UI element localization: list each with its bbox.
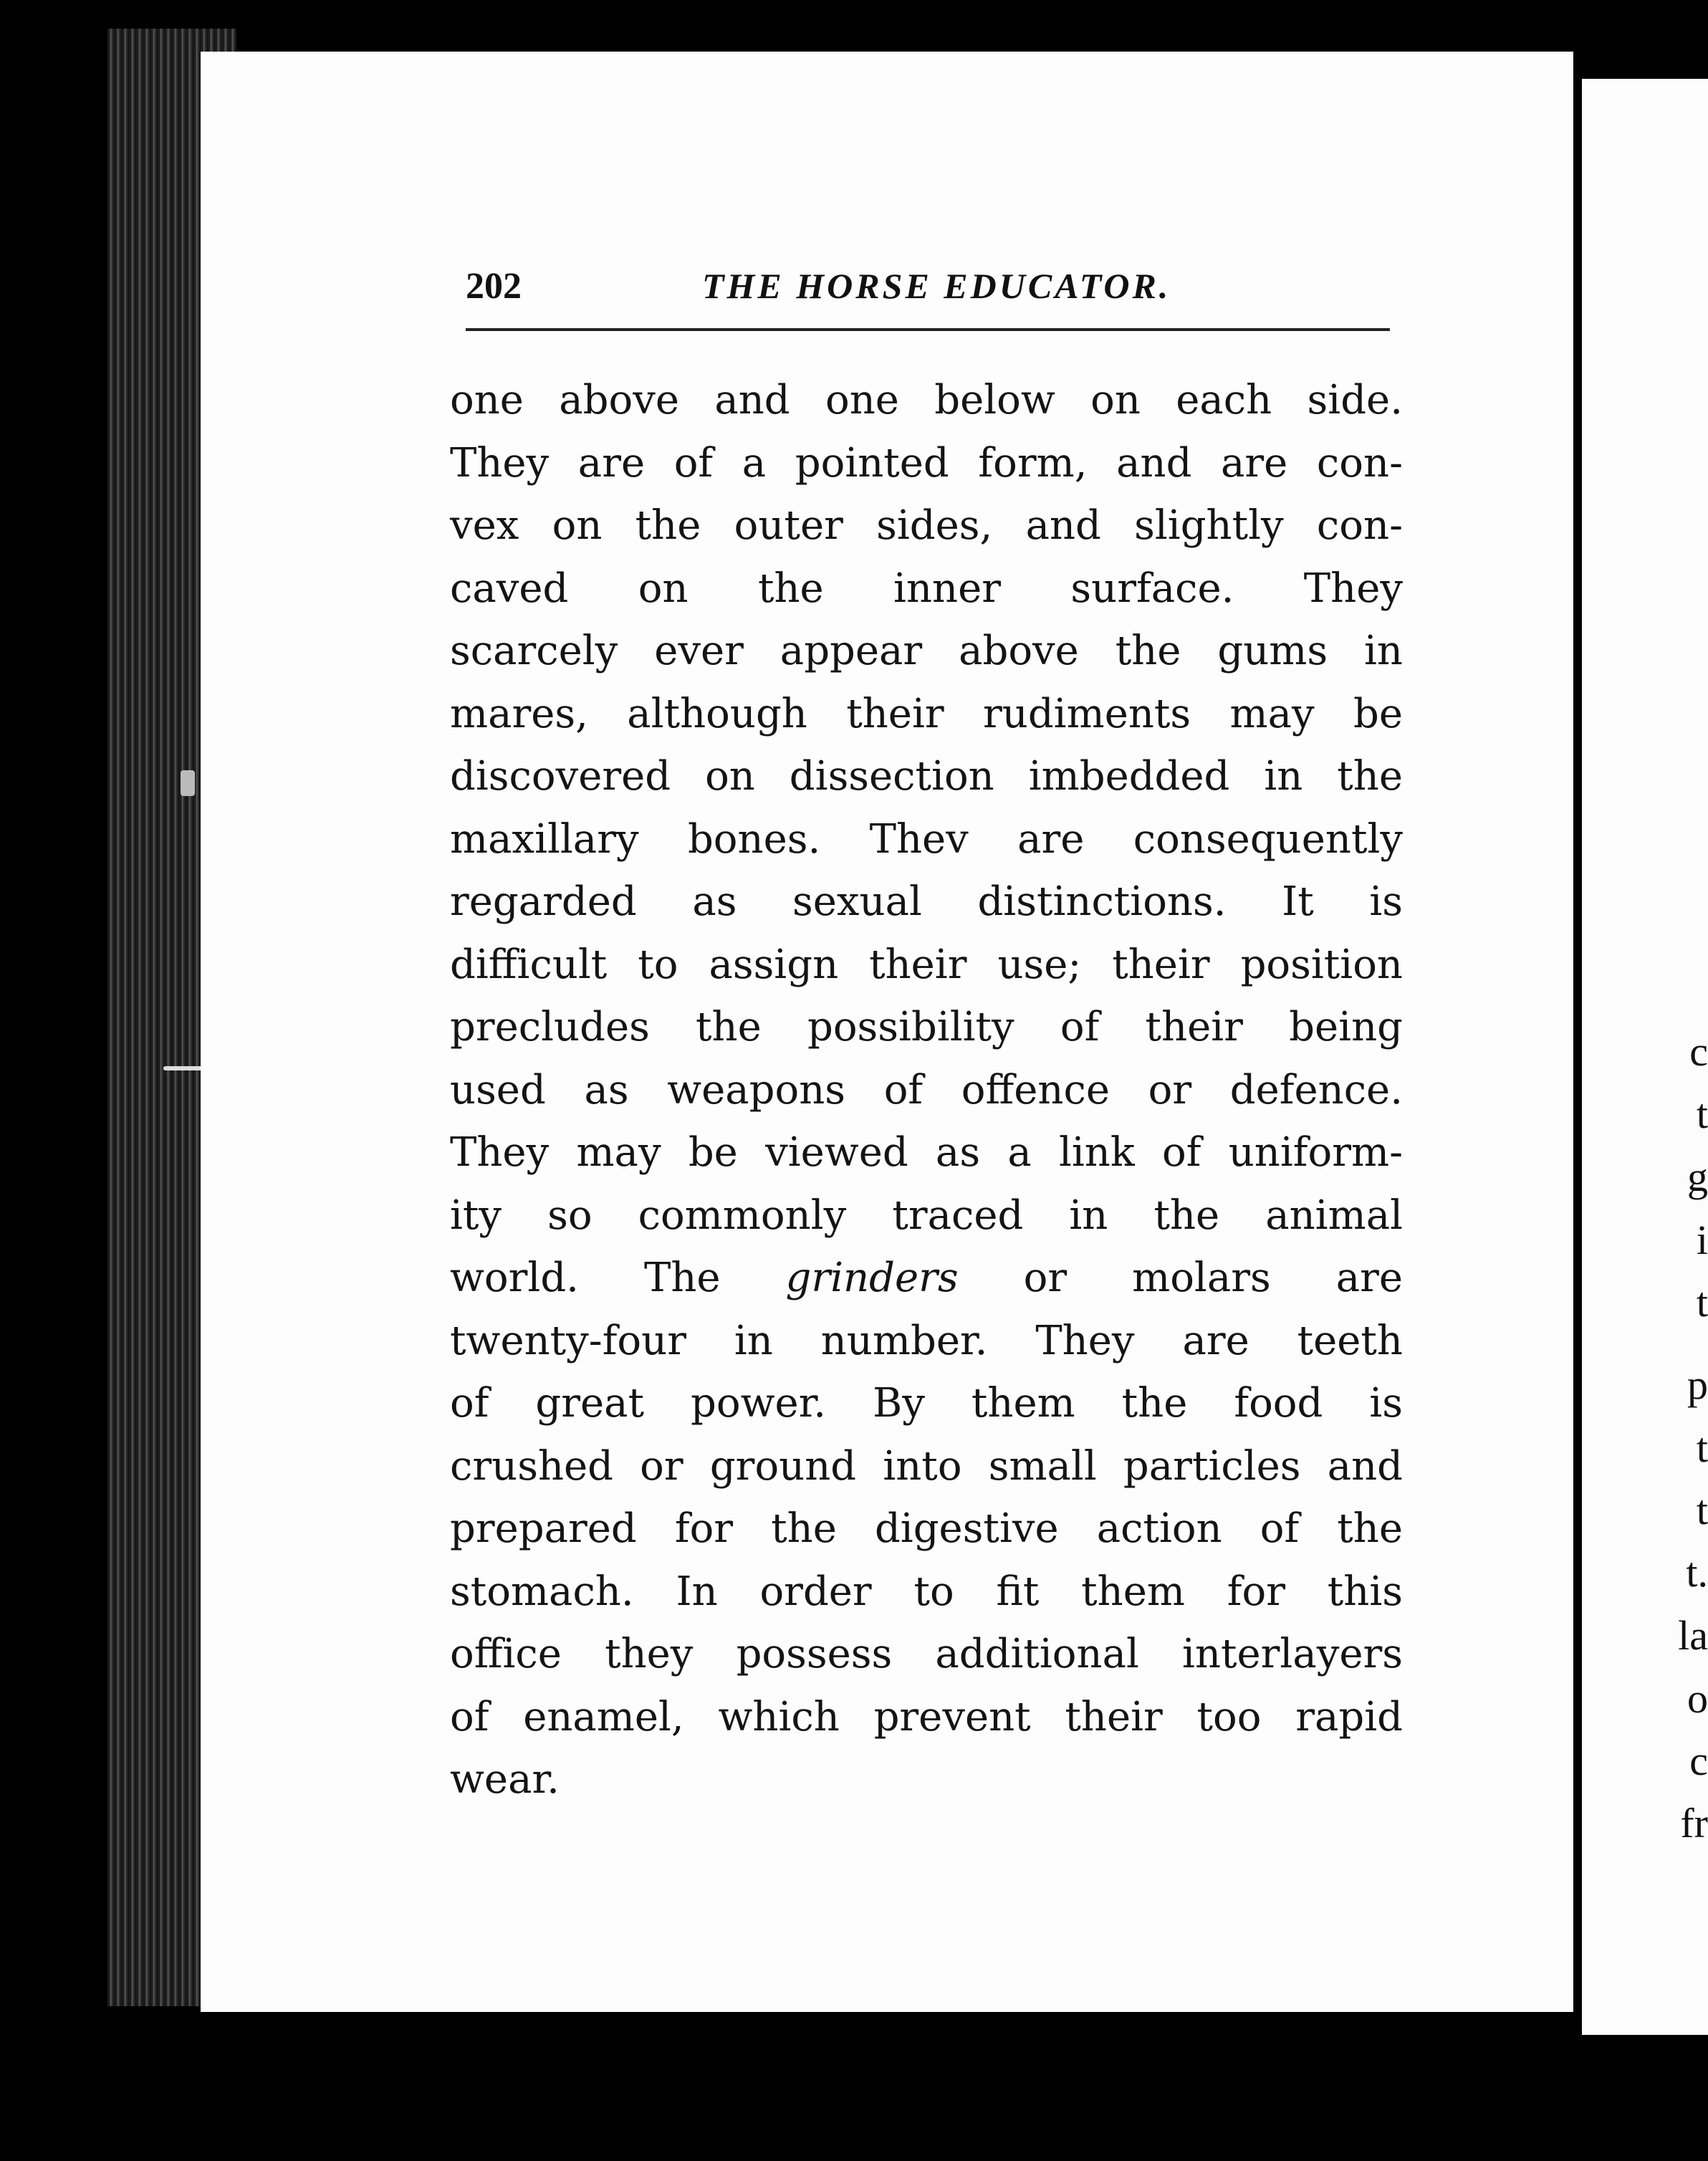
- text-line: vex on the outer sides, and slightly con-: [450, 502, 1403, 549]
- facing-page: [1582, 79, 1708, 2035]
- text-line: They may be viewed as a link of uniform-: [450, 1129, 1403, 1176]
- facing-fragment: fr: [1680, 1800, 1708, 1846]
- facing-fragment: t: [1696, 1091, 1708, 1137]
- facing-fragment: t: [1696, 1279, 1708, 1326]
- body-text: [450, 369, 1403, 1811]
- facing-fragment: t: [1696, 1424, 1708, 1471]
- header-rule: [466, 328, 1390, 331]
- text-line-with-italic: [450, 1247, 1403, 1310]
- text-segment: or molars are: [1023, 1255, 1403, 1301]
- edge-mark: [163, 1066, 206, 1070]
- text-line: mares, although their rudiments may be: [450, 690, 1403, 737]
- text-line: of enamel, which prevent their too rapid: [450, 1693, 1403, 1740]
- text-line: stomach. In order to fit them for this: [450, 1568, 1403, 1615]
- facing-fragment: la: [1678, 1612, 1708, 1659]
- running-title: THE HORSE EDUCATOR.: [702, 266, 1171, 306]
- text-line: used as weapons of offence or defence.: [450, 1066, 1403, 1113]
- facing-fragment: t: [1696, 1487, 1708, 1533]
- facing-fragment: t.: [1686, 1549, 1708, 1596]
- text-line: regarded as sexual distinctions. It is: [450, 878, 1403, 925]
- text-line: They are of a pointed form, and are con-: [450, 439, 1403, 487]
- facing-fragment: g: [1687, 1154, 1708, 1200]
- text-line: ity so commonly traced in the animal: [450, 1192, 1403, 1239]
- text-line: difficult to assign their use; their position: [450, 941, 1403, 988]
- text-line: maxillary bones. Thev are consequently: [450, 815, 1403, 863]
- edge-mark: [181, 770, 195, 796]
- text-line: twenty-four in number. They are teeth: [450, 1317, 1403, 1364]
- facing-fragment: c: [1689, 1738, 1708, 1784]
- text-line: of great power. By them the food is: [450, 1380, 1403, 1427]
- text-line: office they possess additional interlayers: [450, 1631, 1403, 1677]
- facing-fragment: i: [1696, 1217, 1708, 1263]
- text-segment: world. The: [450, 1255, 721, 1301]
- text-line: discovered on dissection imbedded in the: [450, 753, 1403, 800]
- text-line: caved on the inner surface. They: [450, 565, 1403, 612]
- facing-fragment: o: [1687, 1675, 1708, 1722]
- text-line: precludes the possibility of their being: [450, 1004, 1403, 1050]
- text-line: scarcely ever appear above the gums in: [450, 628, 1403, 674]
- facing-fragment: p: [1687, 1361, 1708, 1408]
- running-header: [466, 265, 1390, 315]
- facing-fragment: c: [1689, 1028, 1708, 1075]
- italic-term: grinders: [785, 1255, 959, 1301]
- text-line: prepared for the digestive action of the: [450, 1505, 1403, 1552]
- text-line: one above and one below on each side.: [450, 377, 1403, 423]
- text-line: wear.: [450, 1756, 560, 1803]
- page-number: 202: [466, 266, 522, 307]
- text-line: crushed or ground into small particles and: [450, 1442, 1403, 1490]
